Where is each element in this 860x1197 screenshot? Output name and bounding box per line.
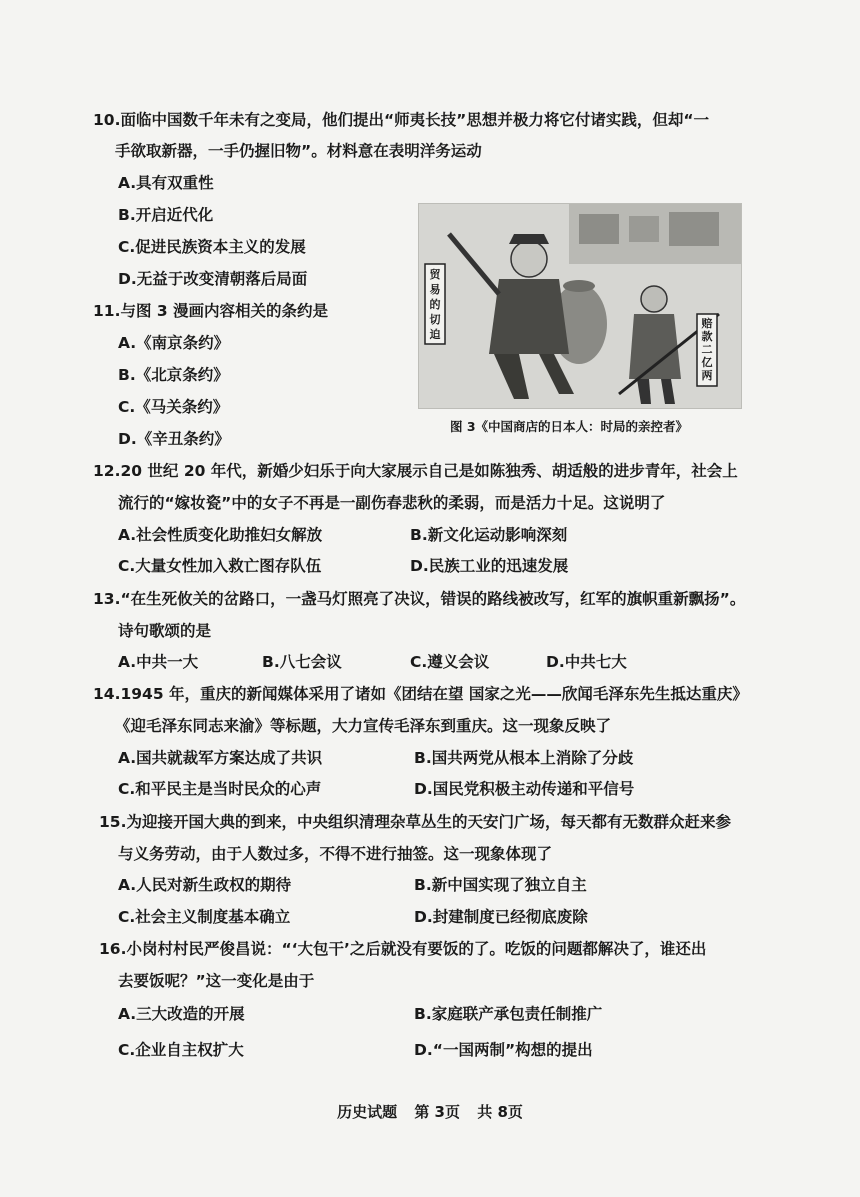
q11-stem: 11.与图 3 漫画内容相关的条约是: [93, 302, 329, 320]
q12-option-a: A.社会性质变化助推妇女解放: [118, 526, 323, 544]
footer-total-pages: 共 8页: [477, 1103, 523, 1121]
q12-option-c: C.大量女性加入救亡图存队伍: [118, 557, 322, 575]
q14-option-a: A.国共就裁军方案达成了共识: [118, 749, 323, 767]
q13-option-a: A.中共一大: [118, 653, 199, 671]
q15-option-b: B.新中国实现了独立自主: [414, 876, 587, 894]
q10-stem-line2: 手欲取新器，一手仍握旧物”。材料意在表明洋务运动: [115, 142, 482, 160]
q12-option-d: D.民族工业的迅速发展: [410, 557, 569, 575]
q13-stem-line2: 诗句歌颂的是: [118, 622, 212, 640]
q15-option-a: A.人民对新生政权的期待: [118, 876, 292, 894]
q10-stem-line1: 10.面临中国数千年未有之变局，他们提出“师夷长技”思想并极力将它付诸实践，但却“一: [93, 111, 710, 129]
q10-option-d: D.无益于改变清朝落后局面: [118, 270, 308, 288]
q15-stem-line1: 15.为迎接开国大典的到来，中央组织清理杂草丛生的天安门广场，每天都有无数群众赶来参: [99, 813, 731, 831]
q14-stem-line1: 14.1945 年，重庆的新闻媒体采用了诸如《团结在望 国家之光——欣闻毛泽东先生抵达重庆》: [93, 685, 748, 703]
q11-option-a: A.《南京条约》: [118, 334, 230, 352]
q12-stem-line1: 12.20 世纪 20 年代，新婚少妇乐于向大家展示自己是如陈独秀、胡适般的进步青年，社会上: [93, 462, 738, 480]
q12-option-b: B.新文化运动影响深刻: [410, 526, 568, 544]
q16-option-d: D.“一国两制”构想的提出: [414, 1041, 593, 1059]
footer-page-number: 第 3页: [414, 1103, 460, 1121]
q16-option-a: A.三大改造的开展: [118, 1005, 245, 1023]
q16-stem-line2: 去要饭呢？”这一变化是由于: [118, 972, 315, 990]
figure-3-cartoon: [418, 203, 742, 409]
banner-left-text: 贸易的切迫: [429, 268, 441, 341]
q16-option-c: C.企业自主权扩大: [118, 1041, 244, 1059]
q13-option-d: D.中共七大: [546, 653, 627, 671]
cartoon-illustration: [419, 204, 741, 408]
q14-stem-line2: 《迎毛泽东同志来渝》等标题，大力宣传毛泽东到重庆。这一现象反映了: [115, 717, 612, 735]
q15-option-d: D.封建制度已经彻底废除: [414, 908, 588, 926]
q16-stem-line1: 16.小岗村村民严俊昌说：“‘大包干’之后就没有要饭的了。吃饭的问题都解决了，谁还出: [99, 940, 707, 958]
q10-option-c: C.促进民族资本主义的发展: [118, 238, 306, 256]
q13-option-c: C.遵义会议: [410, 653, 490, 671]
q12-stem-line2: 流行的“嫁妆瓷”中的女子不再是一副伤春悲秋的柔弱，而是活力十足。这说明了: [118, 494, 666, 512]
q10-option-a: A.具有双重性: [118, 174, 214, 192]
q11-option-b: B.《北京条约》: [118, 366, 229, 384]
q15-stem-line2: 与义务劳动，由于人数过多，不得不进行抽签。这一现象体现了: [118, 845, 553, 863]
page-footer: [0, 1101, 860, 1122]
q15-option-c: C.社会主义制度基本确立: [118, 908, 291, 926]
q16-option-b: B.家庭联产承包责任制推广: [414, 1005, 603, 1023]
q11-option-c: C.《马关条约》: [118, 398, 229, 416]
footer-subject: 历史试题: [337, 1103, 398, 1121]
figure-3-caption: 图 3《中国商店的日本人：时局的亲控者》: [450, 419, 689, 434]
q13-stem-line1: 13.“在生死攸关的岔路口，一盏马灯照亮了决议，错误的路线被改写，红军的旗帜重新飘扬”。: [93, 590, 746, 608]
q13-option-b: B.八七会议: [262, 653, 342, 671]
q14-option-d: D.国民党积极主动传递和平信号: [414, 780, 635, 798]
q11-option-d: D.《辛丑条约》: [118, 430, 230, 448]
q14-option-b: B.国共两党从根本上消除了分歧: [414, 749, 634, 767]
q14-option-c: C.和平民主是当时民众的心声: [118, 780, 322, 798]
banner-right-text: 赔款二亿两: [701, 317, 713, 382]
q10-option-b: B.开启近代化: [118, 206, 214, 224]
